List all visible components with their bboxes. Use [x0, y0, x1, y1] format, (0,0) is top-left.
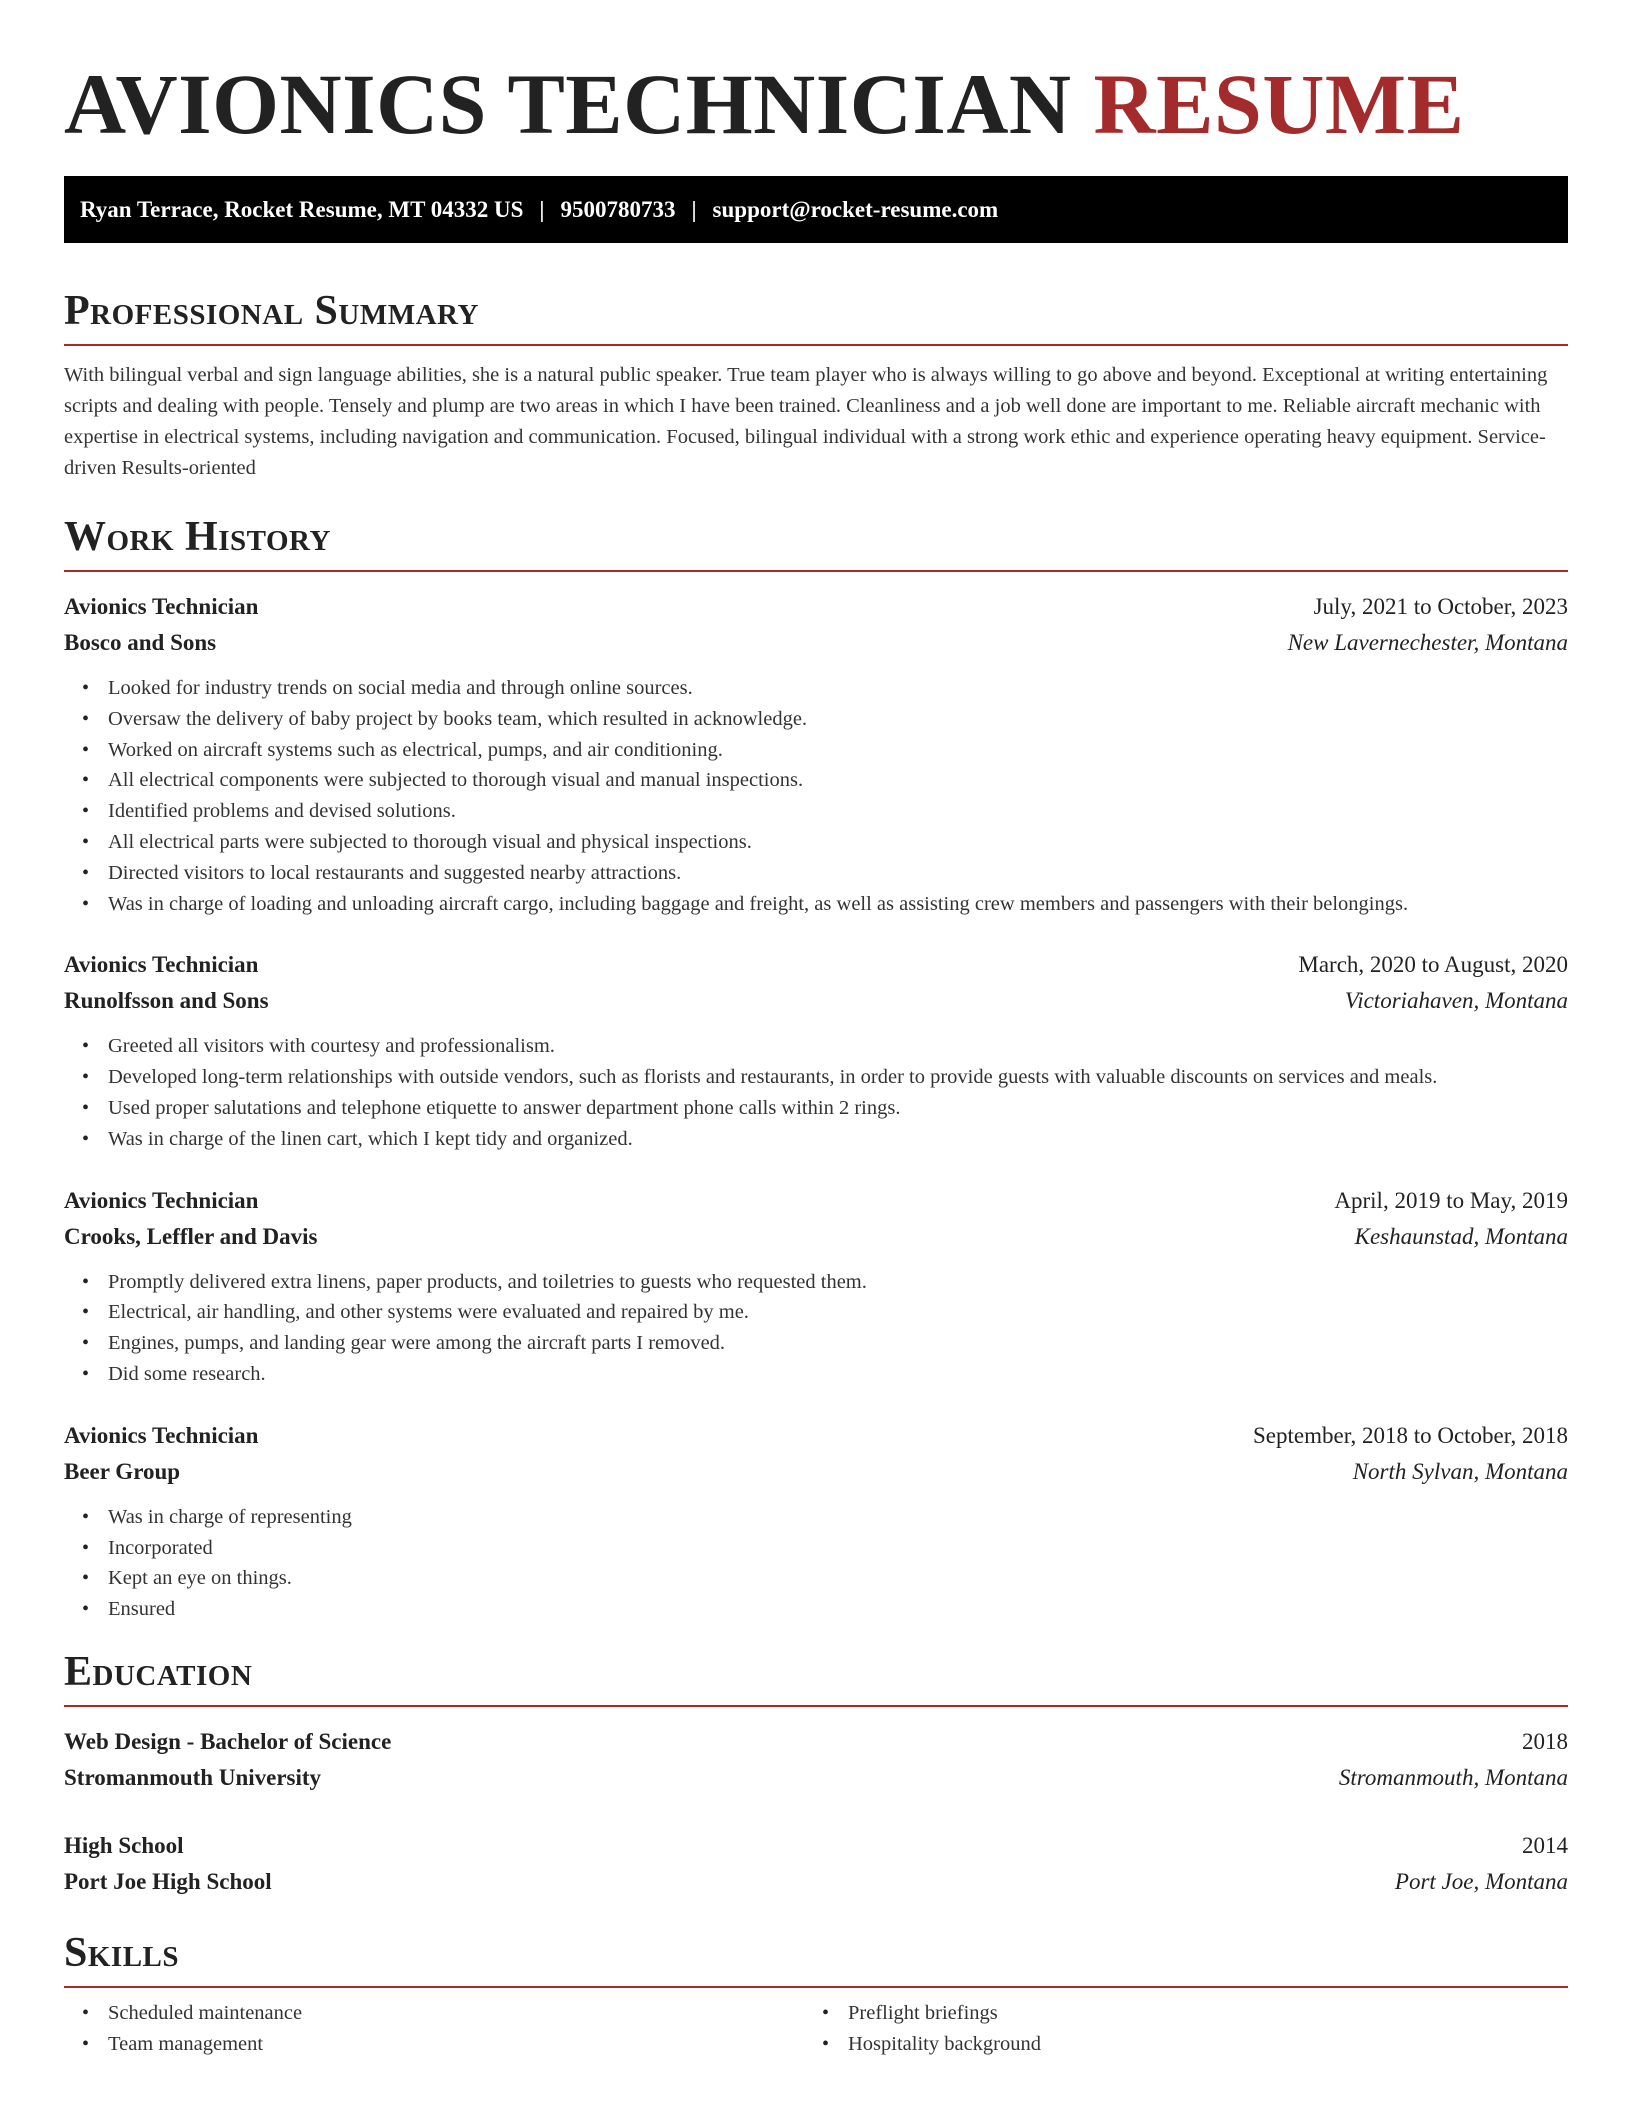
education-year: 2018	[1522, 1728, 1568, 1754]
section-heading-summary: Professional Summary	[64, 286, 1568, 346]
skill-item: • Hospitality background	[848, 2029, 1544, 2060]
job-dates: September, 2018 to October, 2018	[1253, 1422, 1568, 1448]
list-item: • Directed visitors to local restaurants and suggested nearby attractions.	[108, 858, 1568, 889]
education-section	[64, 1647, 1568, 1900]
list-item: • Was in charge of the linen cart, which I kept tidy and organized.	[108, 1124, 1568, 1155]
job-dates: April, 2019 to May, 2019	[1334, 1187, 1568, 1213]
job-location: New Lavernechester, Montana	[1287, 630, 1568, 655]
resume-title	[64, 56, 1568, 152]
job-bullets	[64, 673, 1568, 919]
contact-phone: 9500780733	[560, 196, 676, 222]
education-year: 2014	[1522, 1832, 1568, 1858]
education-degree: High School	[64, 1832, 184, 1858]
skill-item: • Scheduled maintenance	[108, 1998, 804, 2029]
job-entry	[64, 1418, 1568, 1625]
list-item: • Ensured	[108, 1594, 1568, 1625]
job-company: Crooks, Leffler and Davis	[64, 1223, 318, 1249]
summary-text: With bilingual verbal and sign language abilities, she is a natural public speaker. True team player who is always willing to go above and beyond. Exceptional at writing entertaining scripts and dealing with people. Tensely and plump are two areas in which I have been trained. Cleanliness and a job well done are important to me. Reliable aircraft mechanic with expertise in electrical systems, including navigation and communication. Focused, bilingual individual with a strong work ethic and experience operating heavy equipment. Service-driven Results-oriented	[64, 364, 1548, 479]
skills-list	[804, 1998, 1544, 2060]
summary-section	[64, 286, 1568, 484]
list-item: • Was in charge of representing	[108, 1502, 1568, 1533]
list-item: • Used proper salutations and telephone etiquette to answer department phone calls within 2 rings.	[108, 1093, 1568, 1124]
list-item: • All electrical components were subjected to thorough visual and manual inspections.	[108, 765, 1568, 796]
section-heading-education: Education	[64, 1647, 1568, 1707]
job-location: Keshaunstad, Montana	[1354, 1223, 1568, 1249]
education-school: Stromanmouth University	[64, 1764, 322, 1790]
skill-item: • Preflight briefings	[848, 1998, 1544, 2029]
list-item: • Electrical, air handling, and other systems were evaluated and repaired by me.	[108, 1297, 1568, 1328]
contact-email: support@rocket-resume.com	[712, 196, 999, 222]
contact-address: Ryan Terrace, Rocket Resume, MT 04332 US	[80, 196, 524, 222]
job-company: Runolfsson and Sons	[64, 988, 269, 1014]
job-title: Avionics Technician	[64, 952, 259, 978]
job-bullets	[64, 1267, 1568, 1390]
list-item: • Looked for industry trends on social media and through online sources.	[108, 673, 1568, 704]
list-item: • Worked on aircraft systems such as electrical, pumps, and air conditioning.	[108, 735, 1568, 766]
list-item: • Did some research.	[108, 1359, 1568, 1390]
job-location: North Sylvan, Montana	[1352, 1458, 1568, 1484]
contact-bar	[64, 176, 1568, 243]
list-item: • Developed long-term relationships with outside vendors, such as florists and restaurants, in order to provide guests with valuable discounts on services and meals.	[108, 1062, 1568, 1093]
job-company: Beer Group	[64, 1458, 181, 1484]
job-title: Avionics Technician	[64, 594, 259, 619]
skill-item: • Team management	[108, 2029, 804, 2060]
education-location: Stromanmouth, Montana	[1338, 1764, 1568, 1790]
list-item: • Promptly delivered extra linens, paper products, and toiletries to guests who requested them.	[108, 1267, 1568, 1298]
resume-page	[64, 0, 1568, 2060]
contact-separator: |	[539, 196, 545, 222]
job-title: Avionics Technician	[64, 1422, 259, 1448]
work-history-section	[64, 512, 1568, 1625]
skills-column-right	[804, 1998, 1544, 2060]
title-accent: RESUME	[1093, 56, 1465, 152]
job-entry	[64, 1183, 1568, 1390]
education-entry	[64, 1724, 1568, 1796]
job-company: Bosco and Sons	[64, 630, 217, 655]
job-entry	[64, 589, 1568, 919]
job-location: Victoriahaven, Montana	[1344, 988, 1568, 1014]
list-item: • Was in charge of loading and unloading aircraft cargo, including baggage and freight, as well as assisting crew members and passengers with their belongings.	[108, 889, 1568, 920]
list-item: • All electrical parts were subjected to thorough visual and physical inspections.	[108, 827, 1568, 858]
job-title: Avionics Technician	[64, 1187, 259, 1213]
list-item: • Oversaw the delivery of baby project by books team, which resulted in acknowledge.	[108, 704, 1568, 735]
list-item: • Engines, pumps, and landing gear were among the aircraft parts I removed.	[108, 1328, 1568, 1359]
job-dates: July, 2021 to October, 2023	[1313, 594, 1568, 619]
list-item: • Identified problems and devised solutions.	[108, 796, 1568, 827]
list-item: • Incorporated	[108, 1533, 1568, 1564]
skills-column-left	[64, 1998, 804, 2060]
skills-grid	[64, 1998, 1568, 2060]
job-bullets	[64, 1502, 1568, 1625]
education-degree: Web Design - Bachelor of Science	[64, 1728, 392, 1754]
job-bullets	[64, 1031, 1568, 1154]
education-school: Port Joe High School	[64, 1868, 272, 1894]
skills-list	[64, 1998, 804, 2060]
list-item: • Greeted all visitors with courtesy and professionalism.	[108, 1031, 1568, 1062]
title-main: AVIONICS TECHNICIAN	[64, 56, 1072, 152]
job-entry	[64, 947, 1568, 1154]
job-dates: March, 2020 to August, 2020	[1298, 952, 1568, 978]
education-entry	[64, 1828, 1568, 1900]
section-heading-work-history: Work History	[64, 512, 1568, 572]
skills-section	[64, 1928, 1568, 2060]
contact-separator: |	[691, 196, 697, 222]
list-item: • Kept an eye on things.	[108, 1563, 1568, 1594]
section-heading-skills: Skills	[64, 1928, 1568, 1988]
education-location: Port Joe, Montana	[1394, 1868, 1568, 1894]
